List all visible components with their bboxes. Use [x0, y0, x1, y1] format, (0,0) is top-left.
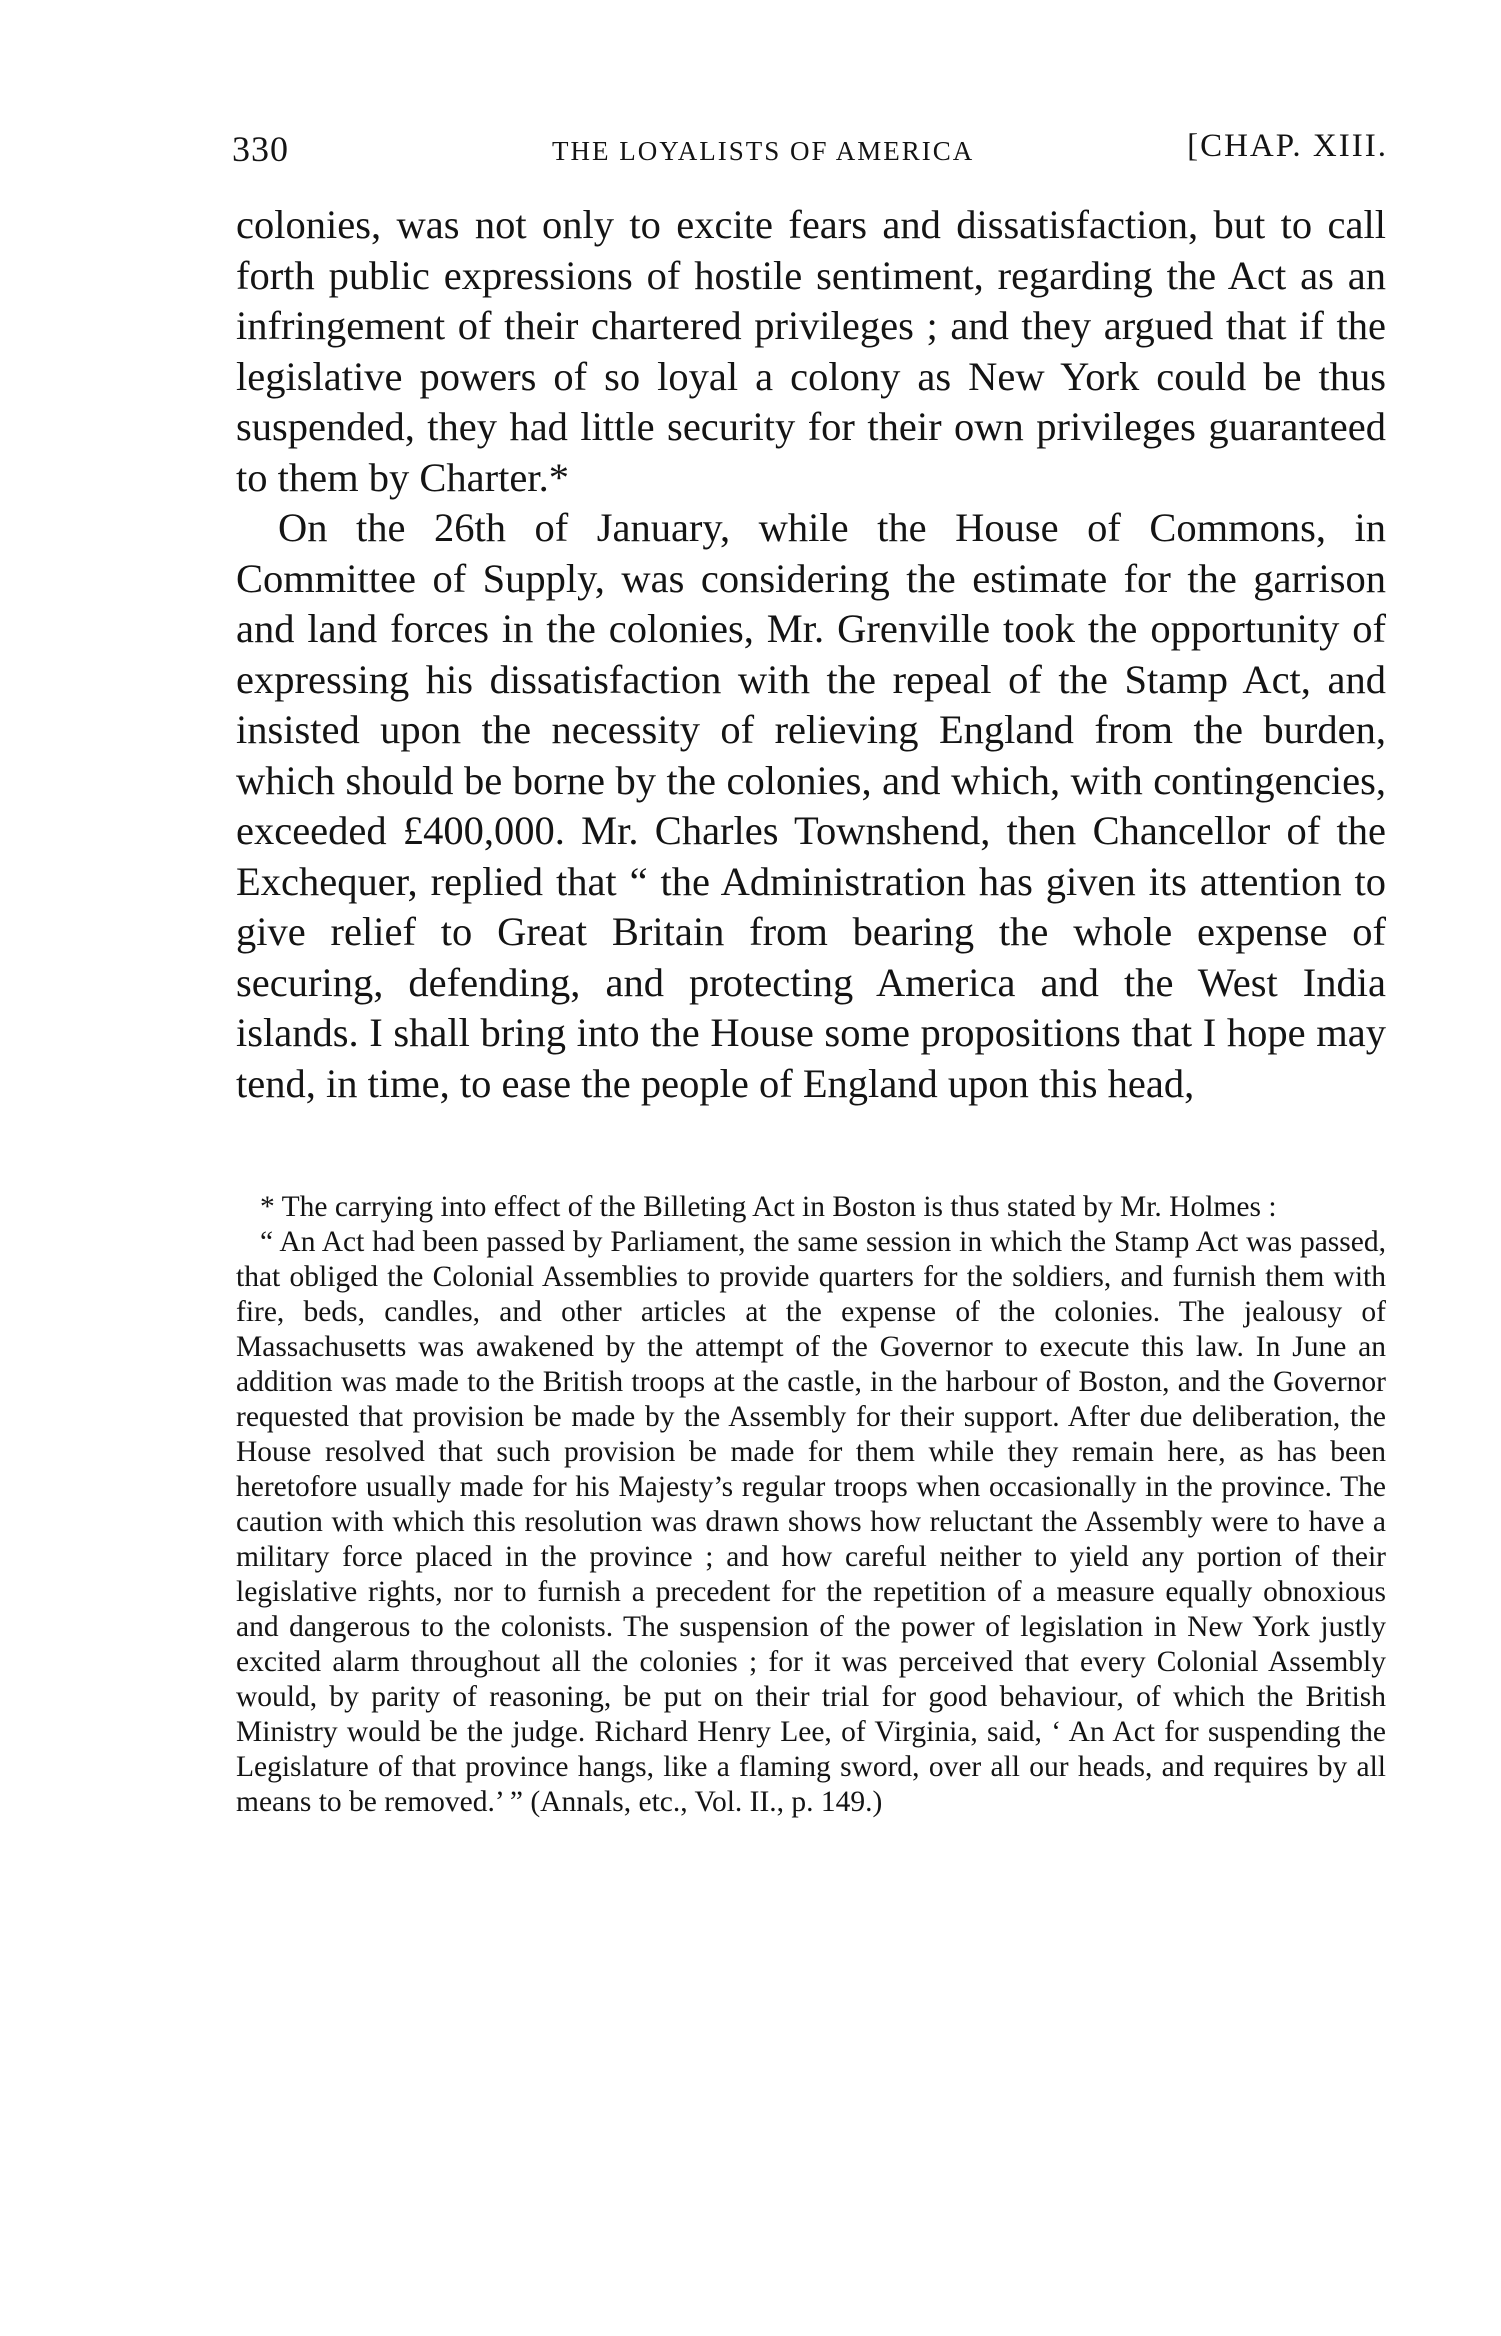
page-header: [232, 128, 1388, 168]
body-paragraph-2: On the 26th of January, while the House of Commons, in Committee of Supply, was considering the estimate for the garrison and land forces in the colonies, Mr. Grenville took the opportunity of expressing his dissatisfaction with the repeal of the Stamp Act, and insisted upon the necessity of relieving England from the burden, which should be borne by the colonies, and which, with contingencies, exceeded £400,000. Mr. Charles Townshend, then Chancellor of the Exchequer, replied that “ the Administration has given its attention to give relief to Great Britain from bearing the whole expense of securing, defending, and protecting America and the West India islands. I shall bring into the House some propositions that I hope may tend, in time, to ease the people of England upon this head,: [236, 505, 1386, 1106]
footnote-quote: “ An Act had been passed by Parliament, the same session in which the Stamp Act was passed, that obliged the Colonial Assemblies to provide quarters for the soldiers, and furnish them with fire, beds, candles, and other articles at the expense of the colonies. The jealousy of Massachusetts was awakened by the attempt of the Governor to execute this law. In June an addition was made to the British troops at the castle, in the harbour of Boston, and the Governor requested that provision be made by the Assembly for their support. After due deliberation, the House resolved that such provision be made for them while they remain here, as has been heretofore usually made for his Majesty’s regular troops when occasionally in the province. The caution with which this resolution was drawn shows how reluctant the Assembly were to have a military force placed in the province ; and how careful neither to yield any portion of their legislative rights, nor to furnish a precedent for the repetition of a measure equally obnoxious and dangerous to the colonists. The suspension of the power of legislation in New York justly excited alarm throughout all the colonies ; for it was perceived that every Colonial Assembly would, by parity of reasoning, be put on their trial for good behaviour, of which the British Ministry would be the judge. Richard Henry Lee, of Virginia, said, ‘ An Act for suspending the Legislature of that province hangs, like a flaming sword, over all our heads, and requires by all means to be removed.’ ” (Annals, etc., Vol. II., p. 149.): [236, 1226, 1386, 1818]
footnote: [236, 1190, 1386, 1820]
page-number: 330: [232, 129, 289, 169]
running-title: THE LOYALISTS OF AMERICA: [552, 136, 975, 166]
footnote-intro: * The carrying into effect of the Billeting Act in Boston is thus stated by Mr. Holmes :: [260, 1191, 1277, 1223]
main-text: [236, 200, 1386, 1109]
body-paragraph-1: colonies, was not only to excite fears and dissatisfaction, but to call forth public expressions of hostile sentiment, regarding the Act as an infringement of their chartered privileges ; and they argued that if the legislative powers of so loyal a colony as New York could be thus suspended, they had little security for their own privileges guaranteed to them by Charter.*: [236, 202, 1386, 500]
chapter-label: [CHAP. XIII.: [1187, 128, 1388, 164]
